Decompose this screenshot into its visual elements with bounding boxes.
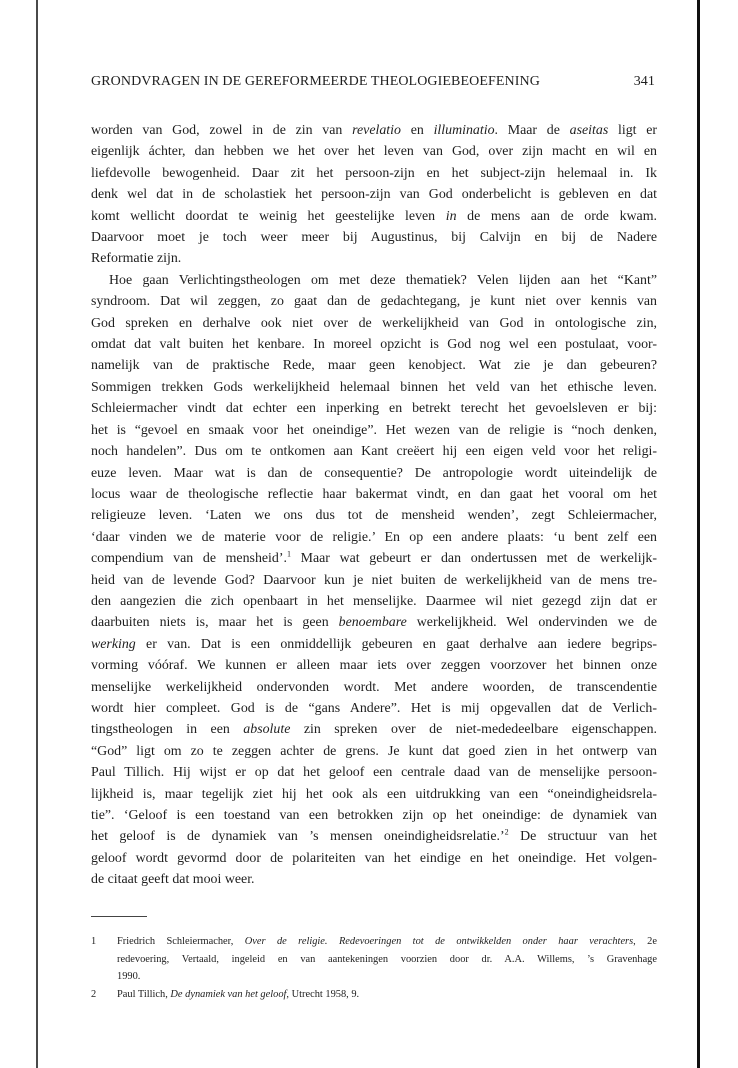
text-line: tingstheologen in een absolute zin spreken over de niet-mededeelbare eigenschappen. <box>91 722 657 738</box>
footnote-line: 1990. <box>117 971 141 982</box>
text-line: het geloof is de dynamiek van ’s mensen oneindigheidsrelatie.’$^2$ De structuur van het <box>91 827 657 845</box>
text-line: daarbuiten niets is, maar het is geen benoembare werkelijkheid. Wel ondervinden we de <box>91 615 657 631</box>
text-line: de citaat geeft dat mooi weer. <box>91 872 255 888</box>
footnote-number: 2 <box>91 988 97 1000</box>
text-line: Reformatie zijn. <box>91 251 182 267</box>
page-number: 341 <box>633 74 655 89</box>
text-line: eigenlijk áchter, dan hebben we het over het leven van God, over zijn macht en wil en <box>91 144 657 160</box>
text-line: vorming vóóraf. We kunnen er alleen maar iets over zeggen voorzover het binnen onze <box>91 658 657 674</box>
text-line: komt wellicht doordat te weinig het geestelijke leven in de mens aan de orde kwam. <box>91 208 657 224</box>
footnote-text <box>117 933 657 986</box>
text-line: liefdevolle bewogenheid. Daar zit het persoon-zijn en het subject-zijn helemaal in. Ik <box>91 165 657 181</box>
text-line: wordt hier compleet. God is de “gans Andere”. Het is mij opgevallen dat de Verlich- <box>91 700 657 716</box>
footnotes <box>91 933 657 1003</box>
text-line: ‘daar vinden we de materie voor de religie.’ En op een andere plaats: ‘u bent zelf een <box>91 529 657 545</box>
text-line: worden van God, zowel in de zin van revelatio en illuminatio. Maar de aseitas ligt er <box>91 123 658 138</box>
footnote-rule <box>91 916 147 917</box>
text-line: Hoe gaan Verlichtingstheologen om met deze thematiek? Velen lijden aan het “Kant” <box>109 272 657 288</box>
text-line: “God” ligt om zo te zeggen achter de grens. Je kunt dat goed zien in het ontwerp van <box>91 743 657 759</box>
text-line: Sommigen trekken Gods werkelijkheid helemaal binnen het veld van het ethische leven. <box>91 379 657 395</box>
text-line: lijkheid is, maar tegelijk ziet hij het ook als een uitdrukking van een “oneindigheidsrela- <box>91 786 657 802</box>
running-header-title: GRONDVRAGEN IN DE GEREFORMEERDE THEOLOGIEBEOEFENING <box>91 74 540 89</box>
text-line: het is “gevoel en smaak voor het oneindige”. Het wezen van de religie is “noch denken, <box>91 422 657 438</box>
page-edge-right <box>697 0 700 1068</box>
footnote-line: redevoering, Vertaald, ingeleid en van aantekeningen voorzien door dr. A.A. Willems, ’s Gravenhage <box>117 953 657 965</box>
text-line: den aangezien die zich openbaart in het menselijke. Daarmee wil niet gezegd zijn dat er <box>91 593 657 609</box>
text-line: noch handelen”. Dus om te ontkomen aan Kant creëert hij een eigen veld voor het religi- <box>91 444 657 460</box>
text-line: God spreken en derhalve ook niet over de werkelijkheid van God in ontologische zin, <box>91 315 657 331</box>
text-line: menselijke werkelijkheid ondervonden wordt. Met andere woorden, de transcendentie <box>91 679 657 695</box>
footnote <box>91 933 657 986</box>
page-edge-left <box>36 0 38 1068</box>
text-line: omdat dat valt buiten het kenbare. In moreel opzicht is God nog wel een postulaat, voor- <box>91 337 657 353</box>
text-line: locus waar de theologische reflectie haar bakermat vindt, en dan gaat het vooral om het <box>91 486 657 502</box>
text-line: syndroom. Dat wil zeggen, zo gaat dan de gedachtegang, je kunt niet over kennis van <box>91 294 657 310</box>
text-line: compendium van de mensheid’.$^1$ Maar wat gebeurt er dan ondertussen met de werkelijk- <box>91 549 657 567</box>
running-header <box>91 74 655 90</box>
footnote-text <box>117 986 657 1004</box>
text-line: denk wel dat in de scholastiek het persoon-zijn van God onderbelicht is gebleven en dat <box>91 187 657 203</box>
text-line: Paul Tillich. Hij wijst er op dat het geloof een centrale daad van de menselijke persoon- <box>91 765 657 781</box>
footnote-line: Paul Tillich, De dynamiek van het geloof, Utrecht 1958, 9. <box>117 988 360 1000</box>
text-line: Daarvoor moet je toch weer meer bij Augustinus, bij Calvijn en bij de Nadere <box>91 230 657 246</box>
text-line: religieuze leven. ‘Laten we ons dus tot de mensheid wenden’, zegt Schleiermacher, <box>91 508 657 524</box>
body-text <box>91 120 657 891</box>
footnote <box>91 986 657 1004</box>
text-line: namelijk van de praktische Rede, maar geen kenobject. Wat zie je dan gebeuren? <box>91 358 657 374</box>
text-line: euze leven. Maar wat is dan de consequentie? De antropologie wordt uiteindelijk de <box>91 465 657 481</box>
text-line: geloof wordt gevormd door de polariteiten van het eindige en het oneindige. Het volgen- <box>91 850 657 866</box>
text-line: tie”. ‘Geloof is een toestand van een betrokken zijn op het oneindige: de dynamiek van <box>91 808 657 823</box>
footnote-line: Friedrich Schleiermacher, Over de religie. Redevoeringen tot de ontwikkelden onder haar verachters, 2e <box>117 936 657 947</box>
text-line: Schleiermacher vindt dat echter een inperking en betrekt terecht het gevoelsleven er bij: <box>91 401 657 417</box>
footnote-number: 1 <box>91 936 97 947</box>
text-line: werking er van. Dat is een onmiddellijk gebeuren en gaat derhalve aan iedere begrips- <box>91 636 657 652</box>
text-line: heid van de levende God? Daarvoor kun je niet buiten de werkelijkheid van de mens tre- <box>91 572 657 588</box>
